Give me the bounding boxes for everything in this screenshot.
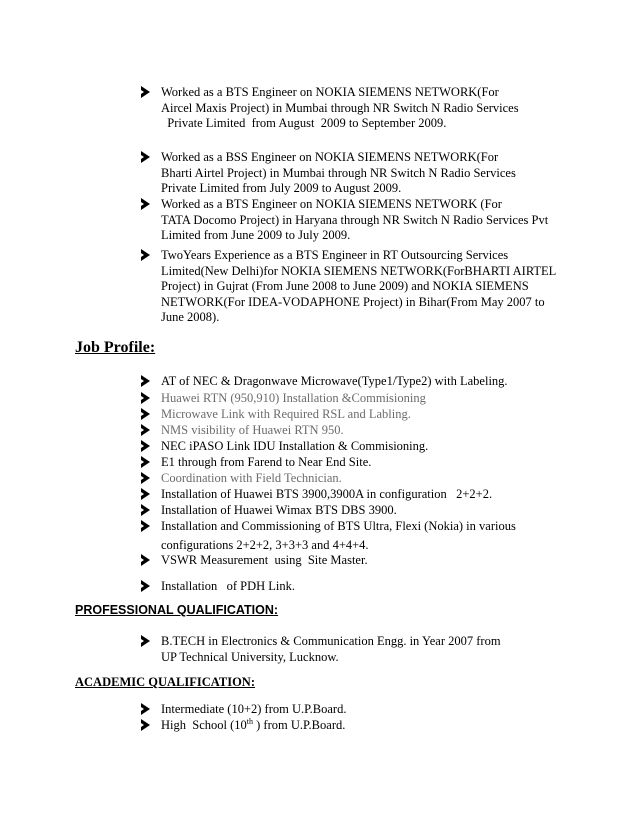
arrow-bullet-icon (141, 375, 150, 387)
professional-line: B.TECH in Electronics & Communication Engg. in Year 2007 from (161, 634, 501, 648)
experience-line: Private Limited from July 2009 to August 2009. (161, 181, 402, 195)
arrow-bullet-icon (141, 580, 150, 592)
arrow-bullet-icon (141, 86, 150, 98)
job-item-text: AT of NEC & Dragonwave Microwave(Type1/Type2) with Labeling. (161, 374, 508, 388)
experience-line: June 2008). (161, 310, 220, 324)
professional-heading-text: PROFESSIONAL QUALIFICATION (75, 603, 274, 617)
experience-line: TwoYears Experience as a BTS Engineer in RT Outsourcing Services (161, 248, 509, 262)
experience-line: Private Limited from August 2009 to September 2009. (161, 116, 447, 130)
job-profile-heading-text: Job Profile (75, 339, 150, 356)
academic-item-post: ) from U.P.Board. (253, 718, 346, 732)
arrow-bullet-icon (141, 554, 150, 566)
experience-line: Worked as a BTS Engineer on NOKIA SIEMENS NETWORK (For (161, 197, 502, 211)
professional-qualification-heading (75, 603, 278, 617)
experience-line: TATA Docomo Project) in Haryana through NR Switch N Radio Services Pvt (161, 212, 549, 227)
academic-item-text: Intermediate (10+2) from U.P.Board. (161, 702, 347, 716)
arrow-bullet-icon (141, 151, 150, 163)
job-item-text: NMS visibility of Huawei RTN 950. (161, 423, 344, 437)
arrow-bullet-icon (141, 408, 150, 420)
arrow-bullet-icon (141, 488, 150, 500)
job-item-text: Installation of Huawei BTS 3900,3900A in configuration 2+2+2. (161, 487, 493, 501)
academic-qualification-heading: ACADEMIC QUALIFICATION: (75, 675, 255, 689)
arrow-bullet-icon (141, 703, 150, 715)
arrow-bullet-icon (141, 198, 150, 210)
job-item-text: Huawei RTN (950,910) Installation &Commisioning (161, 391, 426, 405)
arrow-bullet-icon (141, 456, 150, 468)
job-item-text: Installation and Commissioning of BTS Ultra, Flexi (Nokia) in various (161, 519, 516, 533)
job-item-text: Coordination with Field Technician. (161, 471, 342, 485)
arrow-bullet-icon (141, 440, 150, 452)
arrow-bullet-icon (141, 249, 150, 261)
experience-line: NETWORK(For IDEA-VODAPHONE Project) in Bihar(From May 2007 to (161, 294, 545, 309)
job-profile-heading (75, 339, 155, 357)
experience-line: Limited(New Delhi)for NOKIA SIEMENS NETWORK(ForBHARTI AIRTEL (161, 263, 557, 278)
experience-line: Worked as a BTS Engineer on NOKIA SIEMENS NETWORK(For (161, 85, 499, 99)
job-item-text: Installation of Huawei Wimax BTS DBS 3900. (161, 503, 397, 517)
job-item-text: VSWR Measurement using Site Master. (161, 553, 368, 567)
job-profile-colon: : (149, 339, 156, 356)
experience-line: Bharti Airtel Project) in Mumbai through NR Switch N Radio Services (161, 165, 516, 180)
job-item-text: NEC iPASO Link IDU Installation & Commisioning. (161, 439, 429, 453)
arrow-bullet-icon (141, 424, 150, 436)
arrow-bullet-icon (141, 719, 150, 731)
experience-line: Aircel Maxis Project) in Mumbai through NR Switch N Radio Services (161, 100, 519, 115)
job-item-text: E1 through from Farend to Near End Site. (161, 455, 372, 469)
professional-line: UP Technical University, Lucknow. (161, 649, 339, 664)
job-item-text: Microwave Link with Required RSL and Labling. (161, 407, 411, 421)
arrow-bullet-icon (141, 392, 150, 404)
academic-item-sup: th (246, 716, 253, 726)
professional-heading-colon: : (273, 603, 279, 617)
arrow-bullet-icon (141, 504, 150, 516)
arrow-bullet-icon (141, 472, 150, 484)
experience-line: Project) in Gujrat (From June 2008 to June 2009) and NOKIA SIEMENS (161, 279, 529, 293)
job-item-text: Installation of PDH Link. (161, 579, 296, 593)
arrow-bullet-icon (141, 635, 150, 647)
academic-item-pre: High School (10 (161, 718, 247, 732)
experience-line: Limited from June 2009 to July 2009. (161, 228, 351, 242)
arrow-bullet-icon (141, 520, 150, 532)
job-item-text: configurations 2+2+2, 3+3+3 and 4+4+4. (161, 537, 369, 552)
experience-line: Worked as a BSS Engineer on NOKIA SIEMENS NETWORK(For (161, 150, 499, 164)
academic-item-text (161, 718, 345, 734)
